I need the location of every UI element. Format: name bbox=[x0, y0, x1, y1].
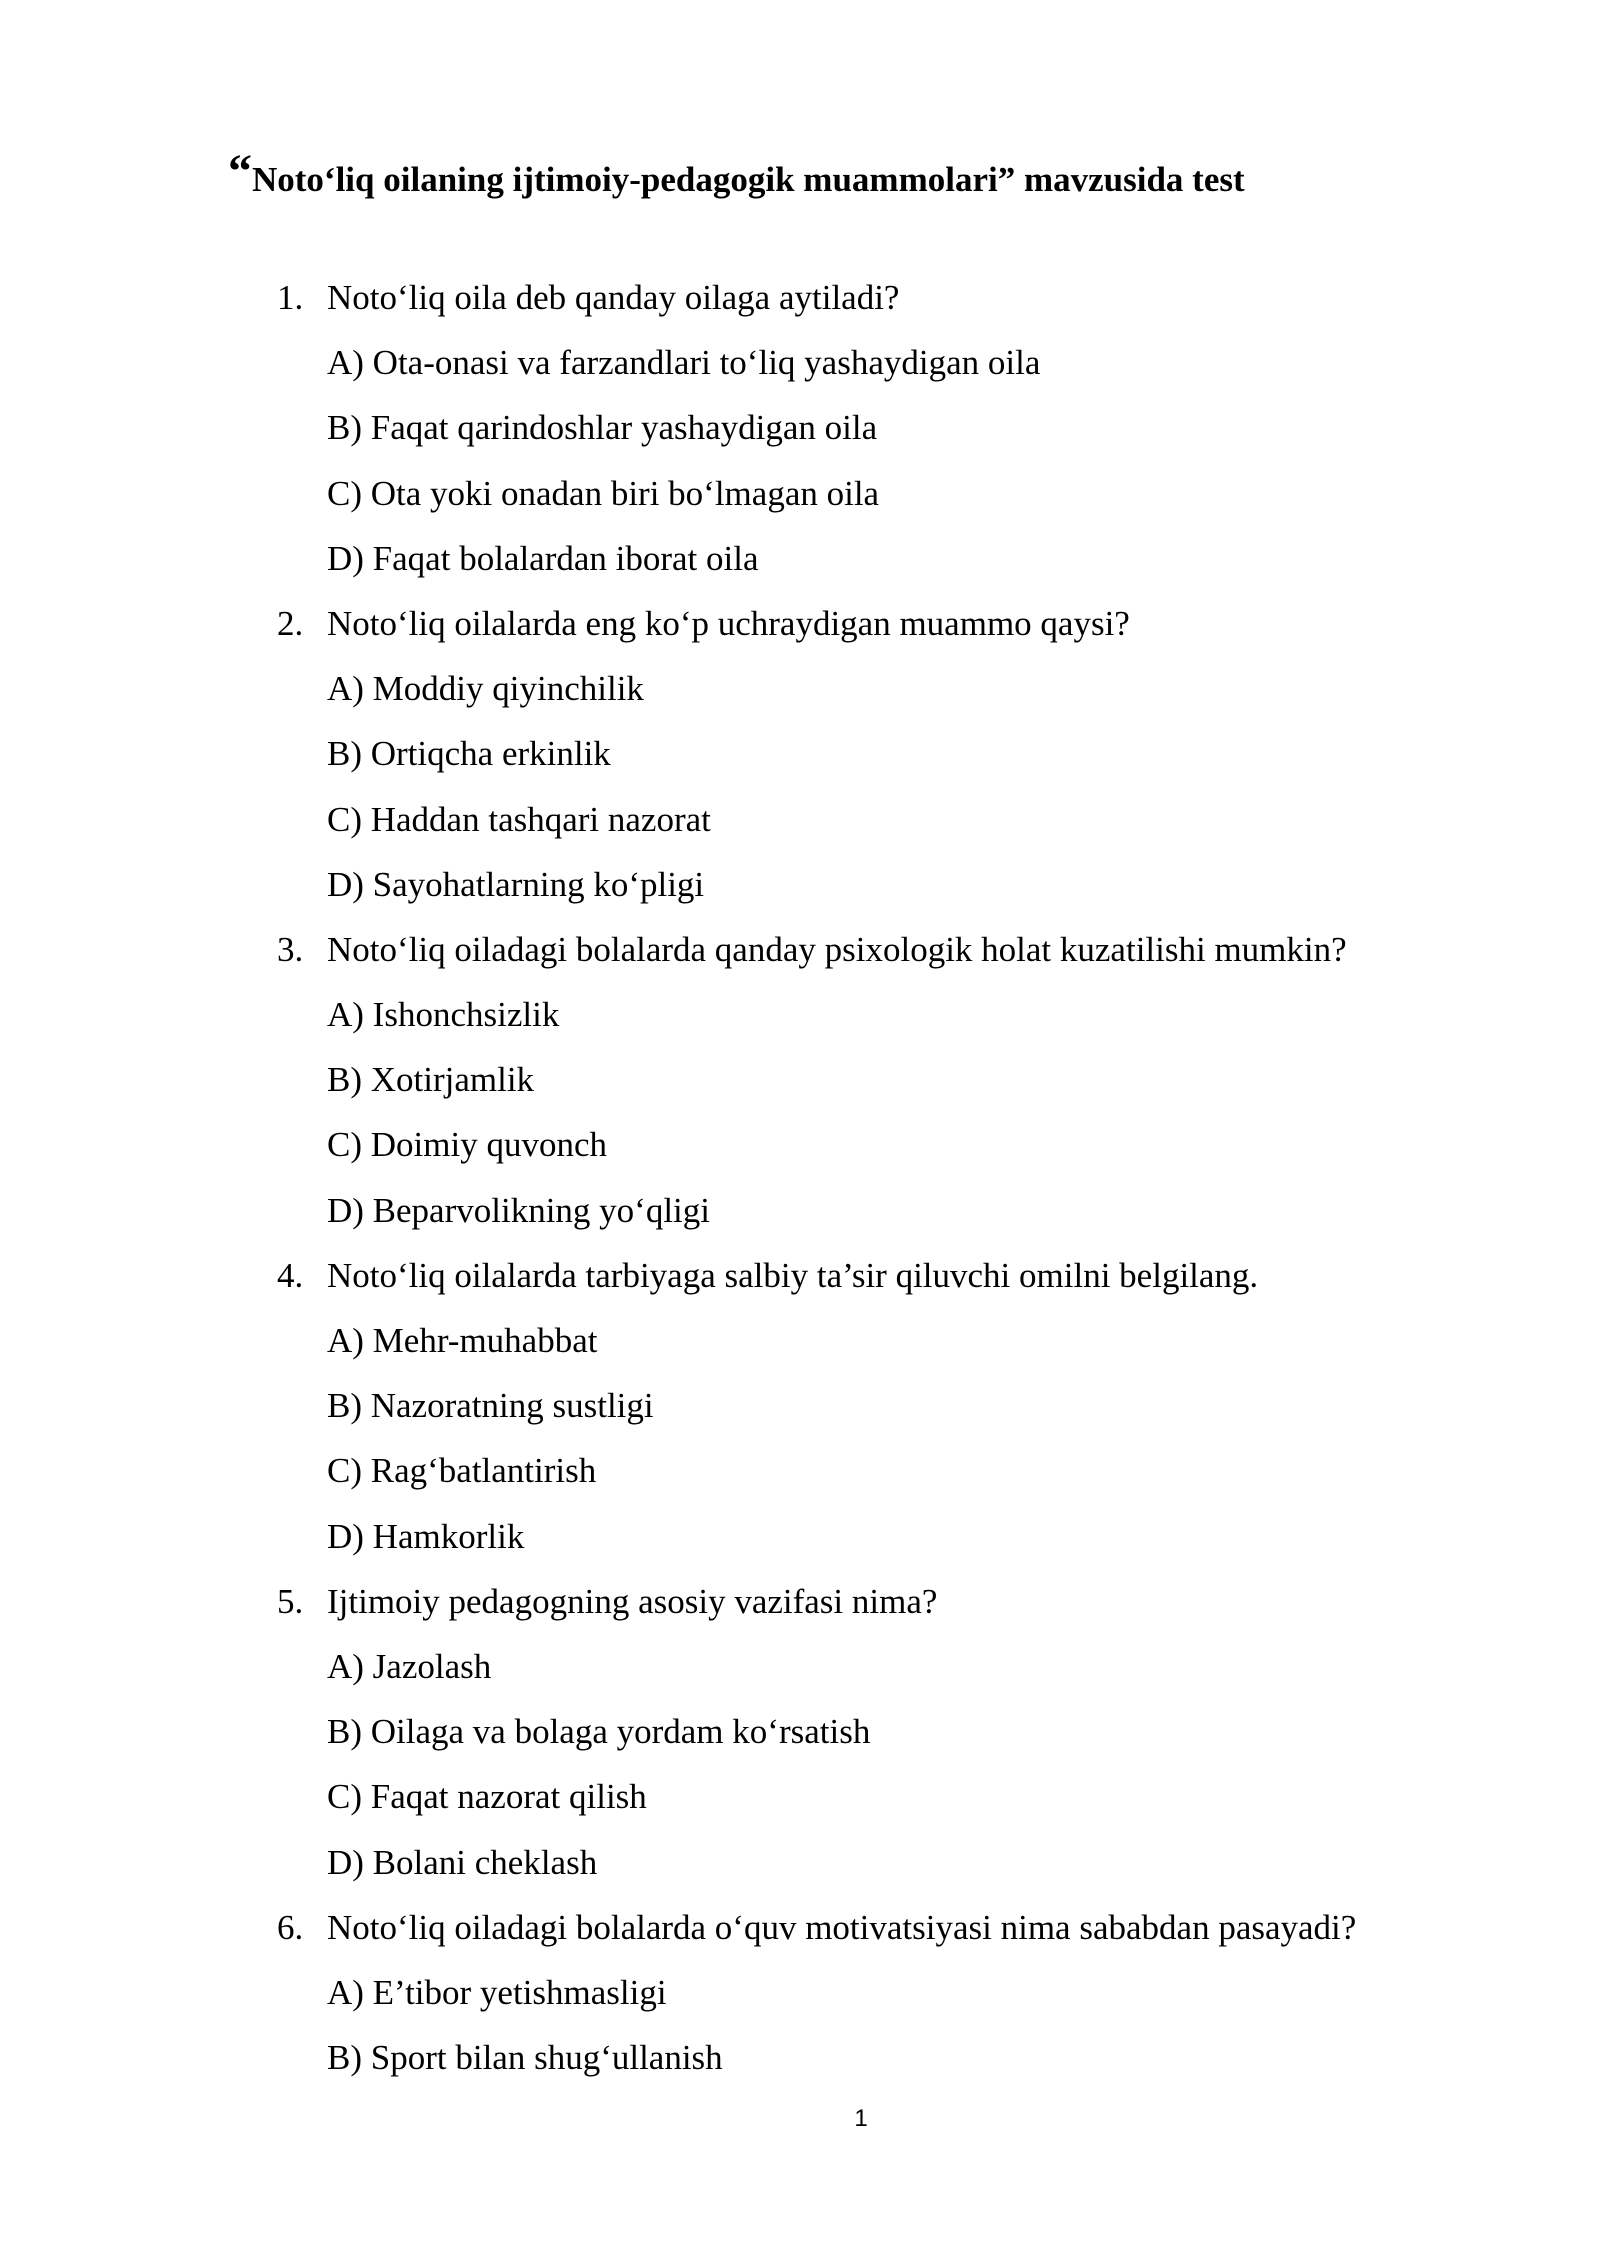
question-number: 2. bbox=[277, 603, 304, 643]
question-number: 1. bbox=[277, 278, 304, 317]
answer-option bbox=[0, 734, 1600, 799]
question-text: Noto‘liq oila deb qanday oilaga aytiladi? bbox=[327, 278, 900, 317]
answer-option-text: D) Beparvolikning yo‘qligi bbox=[327, 1190, 711, 1230]
answer-option bbox=[0, 408, 1600, 473]
answer-option bbox=[0, 1517, 1600, 1582]
answer-options bbox=[0, 1647, 1600, 1908]
answer-option-text: A) Ishonchsizlik bbox=[327, 995, 560, 1035]
answer-option-text: D) Hamkorlik bbox=[327, 1516, 525, 1556]
answer-option-text: C) Haddan tashqari nazorat bbox=[327, 799, 711, 839]
question-number: 5. bbox=[277, 1581, 304, 1621]
question-item bbox=[0, 930, 1600, 1256]
question-row bbox=[0, 930, 1600, 995]
answer-option-text: C) Rag‘batlantirish bbox=[327, 1451, 597, 1491]
question-row bbox=[0, 1908, 1600, 1973]
question-list bbox=[0, 278, 1600, 2103]
page-number: 1 bbox=[854, 2105, 868, 2132]
answer-option-text: A) Mehr-muhabbat bbox=[327, 1321, 598, 1360]
question-row bbox=[0, 1256, 1600, 1321]
answer-option-text: B) Sport bilan shug‘ullanish bbox=[327, 2038, 723, 2078]
answer-option bbox=[0, 2038, 1600, 2103]
answer-options bbox=[0, 1321, 1600, 1582]
answer-option-text: B) Ortiqcha erkinlik bbox=[327, 734, 611, 774]
answer-options bbox=[0, 1973, 1600, 2103]
question-item bbox=[0, 278, 1600, 604]
answer-options bbox=[0, 343, 1600, 604]
answer-option-text: D) Bolani cheklash bbox=[327, 1842, 598, 1882]
question-text: Noto‘liq oiladagi bolalarda o‘quv motivatsiyasi nima sababdan pasayadi? bbox=[327, 1907, 1357, 1947]
answer-option bbox=[0, 995, 1600, 1060]
answer-option bbox=[0, 1843, 1600, 1908]
answer-option bbox=[0, 539, 1600, 604]
question-row bbox=[0, 1582, 1600, 1647]
answer-option-text: A) Jazolash bbox=[327, 1646, 492, 1686]
answer-options bbox=[0, 669, 1600, 930]
answer-option-text: B) Oilaga va bolaga yordam ko‘rsatish bbox=[327, 1712, 871, 1752]
answer-option-text: B) Nazoratning sustligi bbox=[327, 1386, 654, 1426]
answer-option-text: C) Ota yoki onadan biri bo‘lmagan oila bbox=[327, 473, 880, 513]
answer-option-text: D) Faqat bolalardan iborat oila bbox=[327, 538, 759, 578]
answer-option bbox=[0, 474, 1600, 539]
question-item bbox=[0, 1908, 1600, 2104]
answer-option-text: B) Xotirjamlik bbox=[327, 1060, 535, 1100]
answer-option bbox=[0, 1321, 1600, 1386]
question-text: Noto‘liq oilalarda eng ko‘p uchraydigan muammo qaysi? bbox=[327, 603, 1130, 643]
question-row bbox=[0, 278, 1600, 343]
answer-option bbox=[0, 800, 1600, 865]
answer-option bbox=[0, 1777, 1600, 1842]
question-item bbox=[0, 1582, 1600, 1908]
answer-options bbox=[0, 995, 1600, 1256]
answer-option-text: A) E’tibor yetishmasligi bbox=[327, 1972, 667, 2012]
question-item bbox=[0, 1256, 1600, 1582]
answer-option bbox=[0, 669, 1600, 734]
answer-option bbox=[0, 1712, 1600, 1777]
answer-option bbox=[0, 1973, 1600, 2038]
answer-option bbox=[0, 1125, 1600, 1190]
question-item bbox=[0, 604, 1600, 930]
answer-option bbox=[0, 865, 1600, 930]
answer-option-text: B) Faqat qarindoshlar yashaydigan oila bbox=[327, 408, 878, 448]
title-open-quote: “ bbox=[228, 145, 252, 198]
question-row bbox=[0, 604, 1600, 669]
answer-option-text: C) Faqat nazorat qilish bbox=[327, 1777, 647, 1817]
question-number: 3. bbox=[277, 929, 304, 969]
answer-option-text: A) Ota-onasi va farzandlari to‘liq yashaydigan oila bbox=[327, 343, 1041, 383]
answer-option bbox=[0, 1191, 1600, 1256]
answer-option bbox=[0, 1386, 1600, 1451]
answer-option-text: A) Moddiy qiyinchilik bbox=[327, 669, 644, 709]
document-title bbox=[228, 145, 1245, 202]
answer-option-text: D) Sayohatlarning ko‘pligi bbox=[327, 864, 705, 904]
answer-option-text: C) Doimiy quvonch bbox=[327, 1125, 607, 1165]
answer-option bbox=[0, 1451, 1600, 1516]
question-text: Noto‘liq oilalarda tarbiyaga salbiy ta’sir qiluvchi omilni belgilang. bbox=[327, 1255, 1259, 1295]
question-text: Noto‘liq oiladagi bolalarda qanday psixologik holat kuzatilishi mumkin? bbox=[327, 929, 1347, 969]
question-text: Ijtimoiy pedagogning asosiy vazifasi nima? bbox=[327, 1581, 938, 1621]
question-number: 6. bbox=[277, 1907, 304, 1947]
question-number: 4. bbox=[277, 1255, 304, 1295]
answer-option bbox=[0, 343, 1600, 408]
answer-option bbox=[0, 1060, 1600, 1125]
title-text: Noto‘liq oilaning ijtimoiy-pedagogik muammolari” mavzusida test bbox=[252, 160, 1245, 199]
answer-option bbox=[0, 1647, 1600, 1712]
